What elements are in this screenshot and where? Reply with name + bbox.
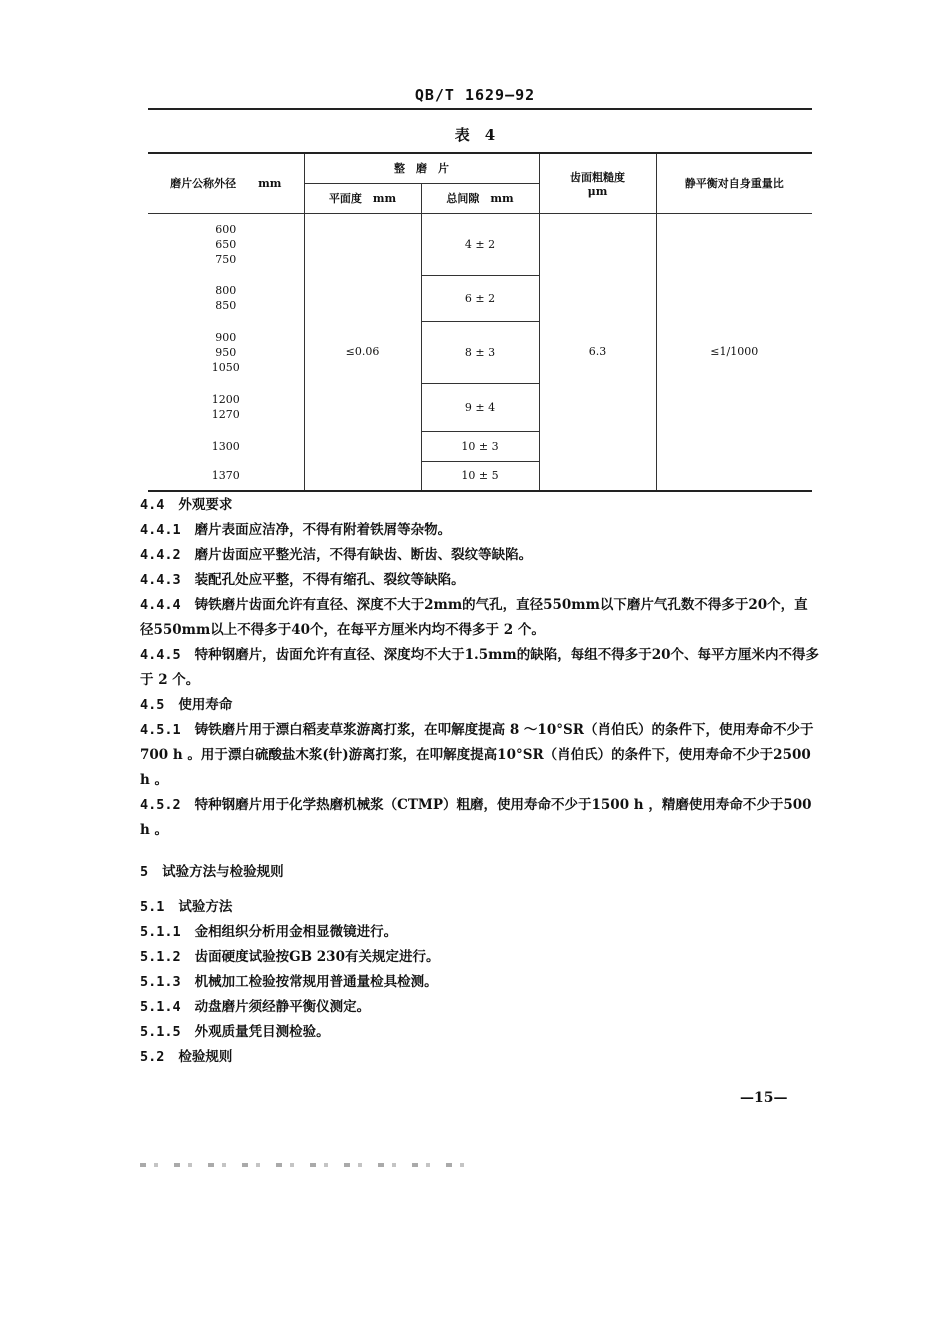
clause-text: 试验方法 [178, 899, 233, 915]
clause-text: 动盘磨片须经静平衡仪测定。 [194, 999, 371, 1015]
header-diameter: 磨片公称外径 mm [148, 153, 304, 213]
diameter-cell [148, 431, 304, 461]
diameter-value: 1050 [211, 360, 240, 374]
clause-text: 齿面硬度试验按GB 230有关规定进行。 [194, 949, 440, 965]
clause-text: 金相组织分析用金相显微镜进行。 [194, 924, 398, 940]
clause-number: 4.4.4 [140, 597, 181, 613]
header-roughness [539, 153, 656, 213]
diameter-value: 600 [215, 222, 237, 236]
clause [140, 543, 820, 568]
clause-number: 5.1.2 [140, 949, 181, 965]
clause [140, 995, 820, 1020]
gap-value: 4 ± 2 [421, 213, 539, 275]
header-flatness: 平面度 mm [304, 183, 421, 213]
clause-number: 5.1.5 [140, 1024, 181, 1040]
gap-value: 10 ± 5 [421, 461, 539, 491]
diameter-cell [148, 461, 304, 491]
section-5-heading [140, 860, 820, 885]
clause [140, 793, 820, 843]
section-5-text [140, 860, 820, 1070]
flatness-value: ≤0.06 [304, 213, 421, 491]
diameter-cell [148, 321, 304, 383]
gap-value: 10 ± 3 [421, 431, 539, 461]
spec-table [148, 152, 812, 492]
gap-value: 8 ± 3 [421, 321, 539, 383]
clause-text: 磨片齿面应平整光洁，不得有缺齿、断齿、裂纹等缺陷。 [194, 547, 533, 563]
diameter-value: 850 [215, 299, 237, 312]
diameter-value: 1300 [211, 439, 240, 453]
gap-value: 6 ± 2 [421, 275, 539, 321]
clause-number: 5.1.3 [140, 974, 181, 990]
header-dressing: 整 磨 片 [304, 153, 539, 183]
balance-value: ≤1/1000 [656, 213, 812, 491]
clause [140, 920, 820, 945]
header-roughness-line2: μm [587, 184, 608, 198]
clause-number: 5.1.1 [140, 924, 181, 940]
diameter-cell [148, 383, 304, 431]
diameter-value: 1200 [211, 393, 240, 406]
clause [140, 895, 820, 920]
clause-text: 外观要求 [178, 497, 233, 513]
clause-number: 4.5.1 [140, 722, 181, 738]
diameter-value: 800 [215, 284, 237, 297]
clause [140, 1045, 820, 1070]
diameter-value: 1270 [211, 408, 240, 421]
clause-text: 装配孔处应平整，不得有缩孔、裂纹等缺陷。 [194, 572, 465, 588]
clause [140, 593, 820, 643]
clause [140, 970, 820, 995]
roughness-value: 6.3 [539, 213, 656, 491]
clause-number: 4.5.2 [140, 797, 181, 813]
clause [140, 568, 820, 593]
clause-number: 5.2 [140, 1049, 165, 1065]
clause-text: 铸铁磨片齿面允许有直径、深度不大于2mm的气孔，直径550mm以下磨片气孔数不得多于20个，直径550mm以上不得多于40个，在每平方厘米内均不得多于 2 个。 [140, 597, 808, 638]
gap-value: 9 ± 4 [421, 383, 539, 431]
section-4-text [140, 493, 820, 843]
clause-text: 铸铁磨片用于漂白稻麦草浆游离打浆，在叩解度提高 8 ～10°SR（肖伯氏）的条件下，使用寿命不少于700 h 。用于漂白硫酸盐木浆(针)游离打浆，在叩解度提高10°SR（肖伯氏）的条件下，使用寿命不少于2500 h 。 [140, 722, 814, 788]
clause-number: 4.4.2 [140, 547, 181, 563]
clause [140, 693, 820, 718]
diameter-cell [148, 275, 304, 321]
clause-text: 外观质量凭目测检验。 [194, 1024, 330, 1040]
diameter-value: 750 [215, 252, 237, 266]
clause-number: 4.4 [140, 497, 165, 513]
diameter-cell [148, 213, 304, 275]
diameter-value: 650 [215, 237, 237, 251]
clause [140, 518, 820, 543]
clause-text: 检验规则 [178, 1049, 233, 1065]
diameter-value: 900 [215, 330, 237, 344]
clause-number: 5.1 [140, 899, 165, 915]
header-roughness-line1: 齿面粗糙度 [570, 170, 625, 184]
clause-text: 特种钢磨片用于化学热磨机械浆（CTMP）粗磨，使用寿命不少于1500 h ，精磨使用寿命不少于500 h 。 [140, 797, 812, 838]
section-title: 试验方法与检验规则 [162, 864, 284, 880]
section-num: 5 [140, 864, 149, 880]
header-total-gap: 总间隙 mm [421, 183, 539, 213]
clause-number: 5.1.4 [140, 999, 181, 1015]
header-rule [148, 108, 812, 110]
clause-text: 磨片表面应洁净，不得有附着铁屑等杂物。 [194, 522, 452, 538]
clause-text: 特种钢磨片，齿面允许有直径、深度均不大于1.5mm的缺陷，每组不得多于20个、每平方厘米内不得多于 2 个。 [140, 647, 819, 688]
diameter-value: 1370 [211, 469, 240, 482]
scan-artifact [140, 1163, 470, 1167]
clause [140, 643, 820, 693]
clause [140, 945, 820, 970]
clause-number: 4.4.3 [140, 572, 181, 588]
table-row [148, 213, 812, 275]
clause [140, 1020, 820, 1045]
clause-number: 4.5 [140, 697, 165, 713]
header-balance: 静平衡对自身重量比 [656, 153, 812, 213]
clause-text: 使用寿命 [178, 697, 233, 713]
clause-number: 4.4.1 [140, 522, 181, 538]
diameter-value: 950 [215, 345, 237, 359]
standard-code-header: QB/T 1629—92 [414, 86, 536, 104]
table-title: 表 4 [454, 126, 496, 144]
clause-text: 机械加工检验按常规用普通量检具检测。 [194, 974, 438, 990]
clause [140, 718, 820, 793]
clause-number: 4.4.5 [140, 647, 181, 663]
clause [140, 493, 820, 518]
page-number: —15— [740, 1090, 788, 1106]
